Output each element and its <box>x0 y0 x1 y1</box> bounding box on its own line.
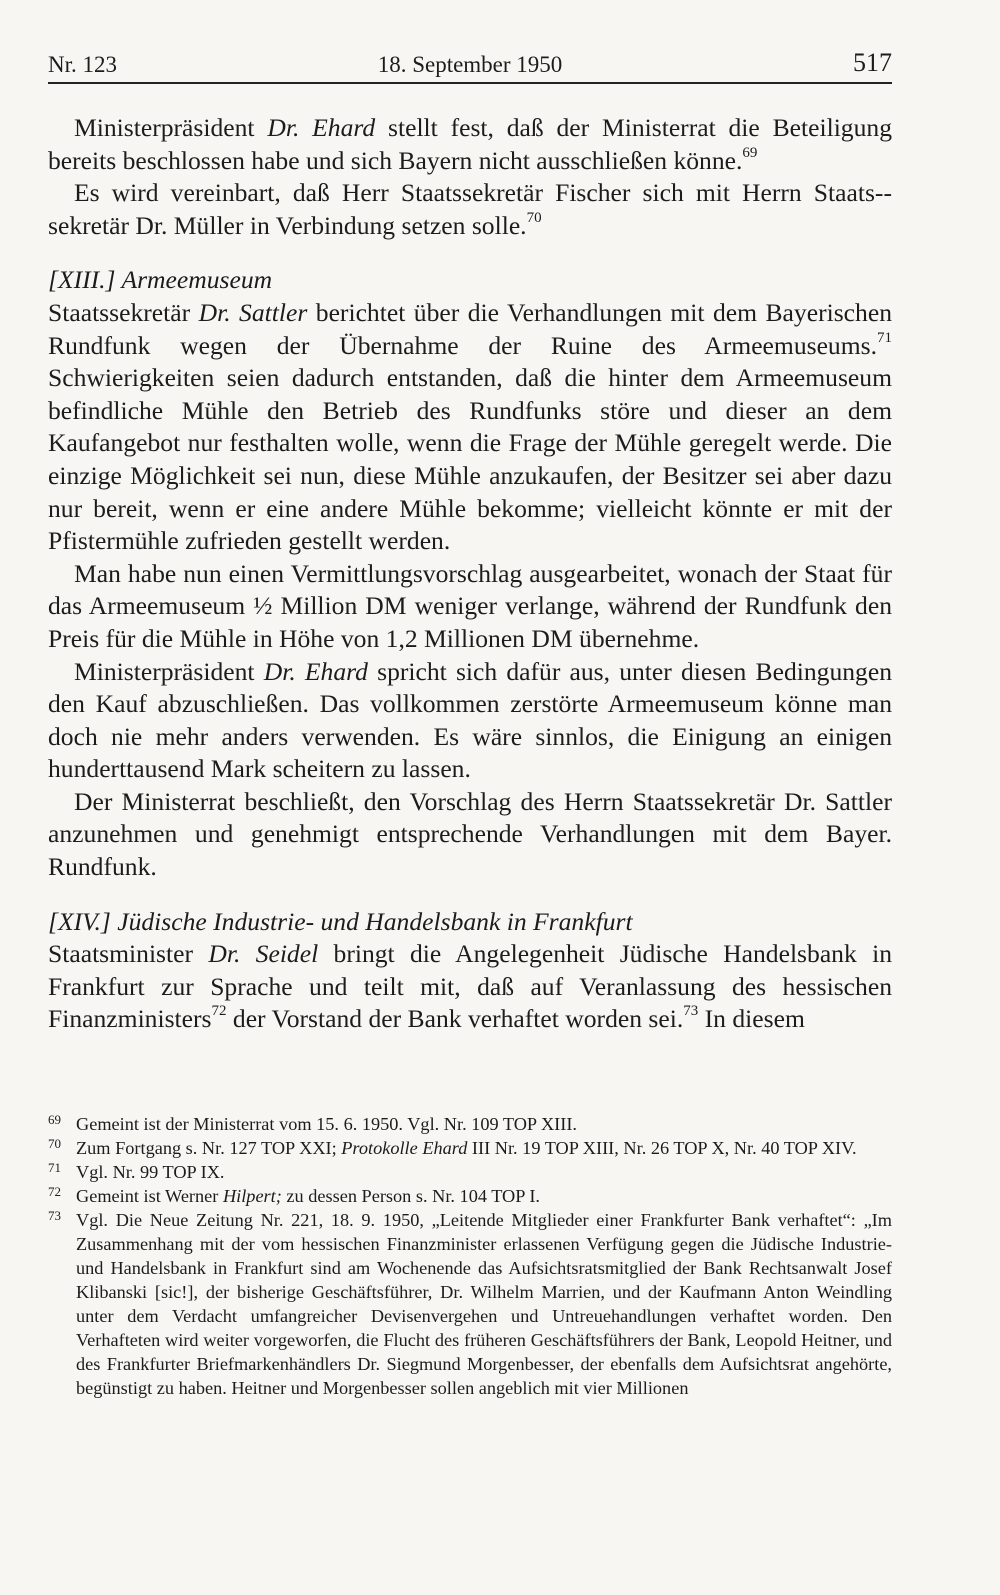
footnote-69: 69 Gemeint ist der Ministerrat vom 15. 6. 1950. Vgl. Nr. 109 TOP XIII. <box>48 1112 578 1134</box>
footnote-71: 71 Vgl. Nr. 99 TOP IX. <box>48 1160 225 1182</box>
paragraph-6: Der Ministerrat beschließt, den Vorschlag des Herrn Staatssekretär Dr. Sattler anzunehmen und genehmigt entsprechende Verhandlungen mit dem Bayer. Rundfunk. <box>48 786 892 882</box>
footnote-72: 72 Gemeint ist Werner Hilpert; zu dessen Person s. Nr. 104 TOP I. <box>48 1184 540 1206</box>
paragraph-2: Es wird vereinbart, daß Herr Staatssekretär Fischer sich mit Herrn Staats-sekretär Dr. Müller in Verbindung setzen solle.$^{70}$ <box>48 178 892 240</box>
footnote-ref-69[interactable]: 69 <box>742 144 758 161</box>
paragraph-7: Staatsminister Dr. Seidel bringt die Angelegenheit Jüdische Handelsbank in Frankfurt zur Sprache und teilt mit, daß auf Veranlassung des hessischen Finanzministers$^{72}$ der Vorstand der Bank verhaftet worden sei.$^{73}$ In diesem <box>48 939 892 1034</box>
footnote-70: 70 Zum Fortgang s. Nr. 127 TOP XXI; Protokolle Ehard III Nr. 19 TOP XIII, Nr. 26 TOP X, Nr. 40 TOP XIV. <box>48 1136 857 1158</box>
main-text <box>48 112 892 1036</box>
section-heading-xiv: [XIV.] Jüdische Industrie- und Handelsbank in Frankfurt <box>48 906 633 936</box>
header-date: 18. September 1950 <box>377 52 563 77</box>
footnote-ref-73[interactable]: 73 <box>683 1003 699 1020</box>
paragraph-4: Man habe nun einen Vermittlungsvorschlag ausgearbeitet, wonach der Staat für das Armeemuseum ½ Million DM weniger verlange, während der Rundfunk den Preis für die Mühle in Höhe von 1,2 Millionen DM übernehme. <box>48 558 892 653</box>
footnote-73: 73 Vgl. Die Neue Zeitung Nr. 221, 18. 9. 1950, „Leitende Mitglieder einer Frankfurter Bank verhaftet“: „Im Zusammenhang mit der vom hessischen Finanzminister erlassenen Verfügung gegen die Jüdische Industrie- und Handelsbank in Frankfurt sind am Wochenende das Aufsichtsratsmitglied der Bank Rechtsanwalt Josef Klibanski [sic!], der bisherige Geschäftsführer, Dr. Wilhelm Marrien, und der Kaufmann Anton Weindling unter dem Verdacht umfangreicher Devisenvergehen und Untreuehandlungen verhaftet worden. Den Verhafteten wird weiter vorgeworfen, die Flucht des früheren Geschäftsführers der Bank, Leopold Heitner, und des Frankfurter Briefmarkenhändlers Dr. Siegmund Morgenbesser, der ebenfalls dem Aufsichtsrat angehörte, begünstigt zu haben. Heitner und Morgenbesser sollen angeblich mit vier Millionen <box>48 1208 892 1398</box>
footnotes <box>48 1112 892 1400</box>
footnote-ref-71[interactable]: 71 <box>877 329 892 346</box>
section-heading-xiii: [XIII.] Armeemuseum <box>48 265 273 295</box>
footnote-ref-72[interactable]: 72 <box>211 1003 227 1020</box>
paragraph-3: Staatssekretär Dr. Sattler berichtet über die Verhandlungen mit dem Bayerischen Rundfunk wegen der Übernahme der Ruine des Armeemuseums.$^{71}$ Schwierigkeiten seien dadurch entstanden, daß die hinter dem Armeemuseum befindliche Mühle den Betrieb des Rundfunks störe und dieser an dem Kaufangebot nur festhalten wolle, wenn die Frage der Mühle geregelt werde. Die einzige Möglichkeit sei nun, diese Mühle anzukaufen, der Besitzer sei aber dazu nur bereit, wenn er eine andere Mühle bekomme; vielleicht könnte er mit der Pfistermühle zufrieden gestellt werden. <box>48 297 892 556</box>
paragraph-5: Ministerpräsident Dr. Ehard spricht sich dafür aus, unter diesen Bedingungen den Kauf abzuschließen. Das vollkommen zerstörte Armeemuseum könne man doch nie mehr anders verwenden. Es wäre sinnlos, die Einigung an einigen hunderttausend Mark scheitern zu lassen. <box>48 656 892 784</box>
running-header <box>48 46 892 84</box>
document-number: Nr. 123 <box>48 52 117 77</box>
paragraph-1: Ministerpräsident Dr. Ehard stellt fest, daß der Ministerrat die Beteiligung bereits beschlossen habe und sich Bayern nicht ausschließen könne.$^{69}$ <box>48 113 892 175</box>
footnote-ref-70[interactable]: 70 <box>526 209 542 226</box>
page-number: 517 <box>853 48 892 77</box>
